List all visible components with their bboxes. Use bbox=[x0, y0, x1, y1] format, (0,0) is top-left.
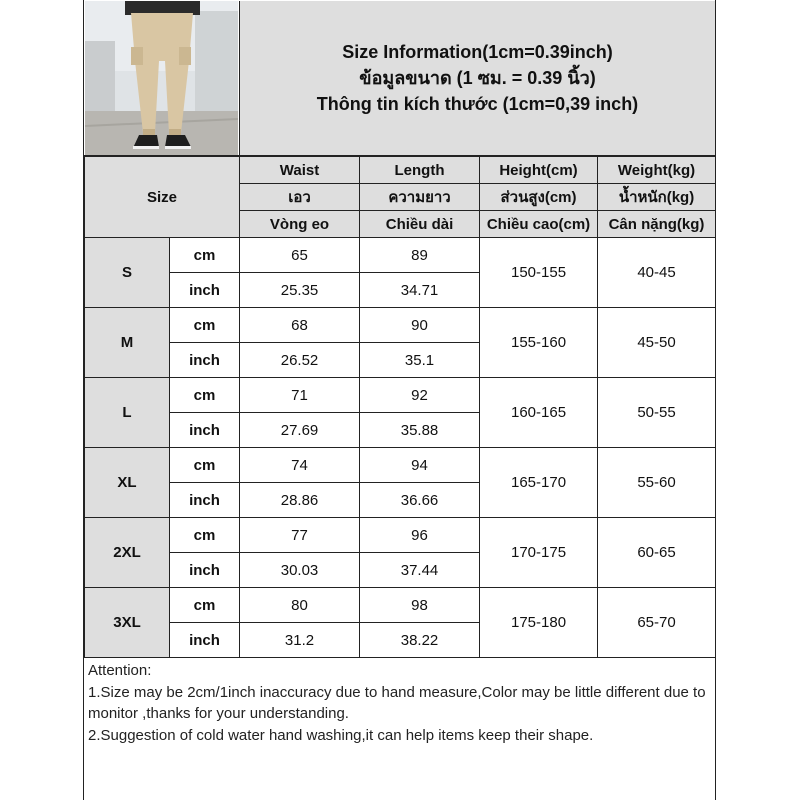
length-inch-value: 38.22 bbox=[360, 623, 480, 658]
model-in-khaki-joggers-image bbox=[85, 1, 238, 155]
length-cm-value: 96 bbox=[360, 518, 480, 553]
size-row-cm bbox=[85, 448, 716, 483]
unit-cm-label: cm bbox=[170, 448, 240, 483]
size-row-cm bbox=[85, 378, 716, 413]
size-row-cm bbox=[85, 518, 716, 553]
length-inch-value: 37.44 bbox=[360, 553, 480, 588]
weight-range-value: 65-70 bbox=[598, 588, 716, 658]
waist-inch-value: 25.35 bbox=[240, 273, 360, 308]
height-range-value: 150-155 bbox=[480, 238, 598, 308]
length-header-vi: Chiều dài bbox=[360, 211, 480, 238]
waist-header-en: Waist bbox=[240, 157, 360, 184]
size-row-cm bbox=[85, 588, 716, 623]
size-column-title: Size bbox=[85, 157, 240, 238]
unit-inch-label: inch bbox=[170, 413, 240, 448]
waist-header-th: เอว bbox=[240, 184, 360, 211]
size-row-cm bbox=[85, 308, 716, 343]
info-line-english: Size Information(1cm=0.39inch) bbox=[342, 42, 613, 62]
length-cm-value: 90 bbox=[360, 308, 480, 343]
waist-inch-value: 28.86 bbox=[240, 483, 360, 518]
weight-range-value: 40-45 bbox=[598, 238, 716, 308]
waist-inch-value: 26.52 bbox=[240, 343, 360, 378]
waist-cm-value: 65 bbox=[240, 238, 360, 273]
weight-range-value: 45-50 bbox=[598, 308, 716, 378]
waist-inch-value: 31.2 bbox=[240, 623, 360, 658]
length-inch-value: 34.71 bbox=[360, 273, 480, 308]
unit-cm-label: cm bbox=[170, 518, 240, 553]
product-photo bbox=[85, 1, 238, 155]
unit-cm-label: cm bbox=[170, 588, 240, 623]
unit-inch-label: inch bbox=[170, 623, 240, 658]
weight-header-en: Weight(kg) bbox=[598, 157, 716, 184]
height-range-value: 155-160 bbox=[480, 308, 598, 378]
unit-inch-label: inch bbox=[170, 343, 240, 378]
size-information-box bbox=[239, 1, 715, 155]
weight-range-value: 50-55 bbox=[598, 378, 716, 448]
unit-cm-label: cm bbox=[170, 308, 240, 343]
size-row-cm bbox=[85, 238, 716, 273]
height-range-value: 160-165 bbox=[480, 378, 598, 448]
length-cm-value: 94 bbox=[360, 448, 480, 483]
length-cm-value: 98 bbox=[360, 588, 480, 623]
height-range-value: 165-170 bbox=[480, 448, 598, 518]
waist-inch-value: 27.69 bbox=[240, 413, 360, 448]
size-table bbox=[84, 156, 716, 658]
unit-inch-label: inch bbox=[170, 553, 240, 588]
height-header-en: Height(cm) bbox=[480, 157, 598, 184]
length-inch-value: 36.66 bbox=[360, 483, 480, 518]
size-label: XL bbox=[85, 448, 170, 518]
attention-note-1: 1.Size may be 2cm/1inch inaccuracy due to hand measure,Color may be little different due to monitor ,thanks for your understanding. bbox=[88, 683, 706, 722]
length-inch-value: 35.1 bbox=[360, 343, 480, 378]
length-inch-value: 35.88 bbox=[360, 413, 480, 448]
unit-cm-label: cm bbox=[170, 378, 240, 413]
waist-cm-value: 80 bbox=[240, 588, 360, 623]
waist-header-vi: Vòng eo bbox=[240, 211, 360, 238]
size-label: L bbox=[85, 378, 170, 448]
attention-title: Attention: bbox=[88, 662, 152, 679]
height-header-th: ส่วนสูง(cm) bbox=[480, 184, 598, 211]
height-range-value: 170-175 bbox=[480, 518, 598, 588]
unit-cm-label: cm bbox=[170, 238, 240, 273]
height-header-vi: Chiều cao(cm) bbox=[480, 211, 598, 238]
size-label: 2XL bbox=[85, 518, 170, 588]
info-line-thai: ข้อมูลขนาด (1 ซม. = 0.39 นิ้ว) bbox=[359, 68, 596, 88]
attention-note-2: 2.Suggestion of cold water hand washing,it can help items keep their shape. bbox=[88, 726, 594, 744]
waist-inch-value: 30.03 bbox=[240, 553, 360, 588]
weight-header-th: น้ำหนัก(kg) bbox=[598, 184, 716, 211]
weight-range-value: 55-60 bbox=[598, 448, 716, 518]
unit-inch-label: inch bbox=[170, 273, 240, 308]
size-label: 3XL bbox=[85, 588, 170, 658]
attention-notes bbox=[84, 657, 715, 800]
info-line-vietnamese: Thông tin kích thước (1cm=0,39 inch) bbox=[316, 94, 639, 114]
size-label: S bbox=[85, 238, 170, 308]
length-header-en: Length bbox=[360, 157, 480, 184]
length-cm-value: 89 bbox=[360, 238, 480, 273]
waist-cm-value: 68 bbox=[240, 308, 360, 343]
weight-range-value: 60-65 bbox=[598, 518, 716, 588]
weight-header-vi: Cân nặng(kg) bbox=[598, 211, 716, 238]
waist-cm-value: 77 bbox=[240, 518, 360, 553]
header-section bbox=[84, 0, 715, 156]
waist-cm-value: 74 bbox=[240, 448, 360, 483]
height-range-value: 175-180 bbox=[480, 588, 598, 658]
waist-cm-value: 71 bbox=[240, 378, 360, 413]
size-label: M bbox=[85, 308, 170, 378]
length-header-th: ความยาว bbox=[360, 184, 480, 211]
size-chart-sheet bbox=[83, 0, 716, 800]
unit-inch-label: inch bbox=[170, 483, 240, 518]
length-cm-value: 92 bbox=[360, 378, 480, 413]
